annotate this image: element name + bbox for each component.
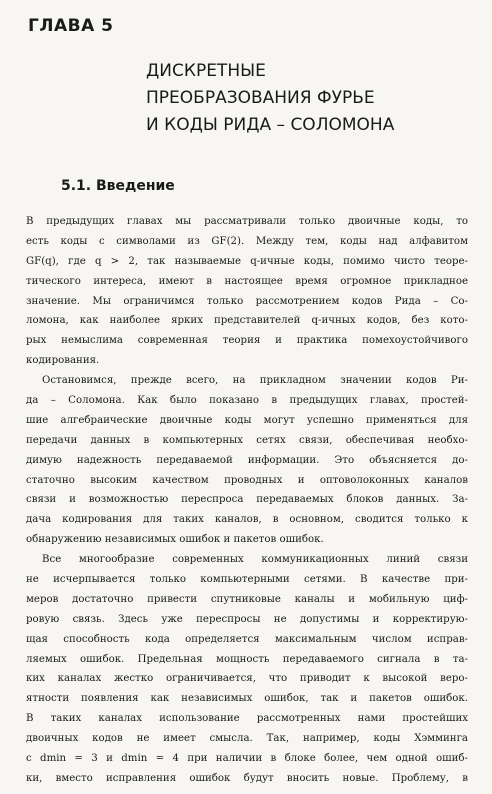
text-line: связи и возможностью переспроса передаваемых блоков данных. За- — [26, 494, 468, 506]
paragraph — [26, 212, 468, 371]
chapter-title — [146, 58, 476, 139]
text-line: В предыдущих главах мы рассматривали только двоичные коды, то — [26, 216, 468, 227]
text-line: дача кодирования для таких каналов, в основном, сводится только к — [26, 514, 468, 526]
paragraph — [26, 550, 468, 789]
text-line: ломона, как наиболее ярких представителей q-ичных кодов, без кото- — [26, 315, 468, 327]
text-line: ровую связь. Здесь уже переспросы не допустимы и корректирую- — [26, 613, 468, 625]
text-line: щая способность кода определяется максимальным числом исправ- — [26, 633, 468, 645]
text-line: рых немыслима современная теория и практика помехоустойчивого — [26, 335, 468, 347]
paragraph — [26, 371, 468, 550]
text-line: да – Соломона. Как было показано в предыдущих главах, простей- — [26, 395, 468, 407]
text-line: В таких каналах использование рассмотренных нами простейших — [26, 713, 468, 725]
text-line: с dmin = 3 и dmin = 4 при наличии в блоке более, чем одной ошиб- — [26, 753, 468, 765]
section-title: 5.1. Введение — [61, 178, 175, 194]
text-line: передачи данных в компьютерных сетях связи, обеспечивая необхо- — [26, 434, 468, 446]
body-text — [26, 212, 468, 789]
chapter-title-line: ПРЕОБРАЗОВАНИЯ ФУРЬЕ — [146, 88, 375, 108]
text-line: обнаружению независимых ошибок и пакетов ошибок. — [26, 534, 324, 546]
text-line: ких каналах жестко ограничивается, что приводит к высокой веро- — [26, 673, 468, 685]
text-line: ятности появления как независимых ошибок, так и пакетов ошибок. — [26, 693, 468, 705]
text-line: GF(q), где q > 2, так называемые q-ичные коды, помимо чисто теоре- — [26, 255, 468, 267]
text-line: ки, вместо исправления ошибок будут вносить новые. Проблему, в — [26, 772, 468, 784]
text-line: Остановимся, прежде всего, на прикладном значении кодов Ри- — [42, 375, 468, 387]
text-line: значение. Мы ограничимся только рассмотрением кодов Рида – Со- — [26, 295, 468, 307]
text-line: есть коды с символами из GF(2). Между тем, коды над алфавитом — [26, 235, 468, 247]
text-line: тического интереса, имеют в настоящее время огромное прикладное — [26, 275, 468, 287]
text-line: димую надежность передаваемой информации. Это объясняется до- — [26, 454, 468, 466]
text-line: не исчерпывается только компьютерными сетями. В качестве при- — [26, 574, 468, 586]
text-line: Все многообразие современных коммуникационных линий связи — [42, 554, 468, 566]
chapter-label: ГЛАВА 5 — [28, 16, 114, 36]
text-line: меров достаточно привести спутниковые каналы и мобильную циф- — [26, 593, 468, 605]
chapter-title-line: ДИСКРЕТНЫЕ — [146, 61, 266, 81]
text-line: шие алгебраические двоичные коды могут успешно применяться для — [26, 414, 468, 426]
text-line: двоичных кодов не имеет смысла. Так, например, коды Хэмминга — [26, 733, 468, 745]
text-line: ляемых ошибок. Предельная мощность передаваемого сигнала в та- — [26, 653, 468, 665]
text-line: кодирования. — [26, 355, 100, 367]
chapter-title-line: И КОДЫ РИДА – СОЛОМОНА — [146, 115, 395, 135]
text-line: статочно высоким качеством проводных и оптоволоконных каналов — [26, 474, 468, 486]
